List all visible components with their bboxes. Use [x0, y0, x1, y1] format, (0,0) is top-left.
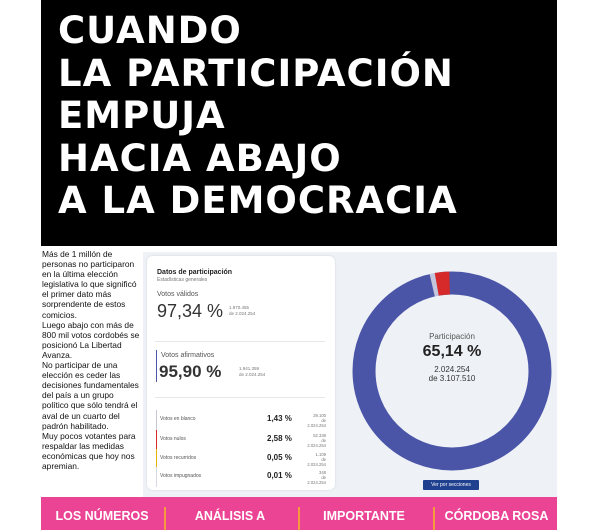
headline-line: A LA DEMOCRACIA — [58, 179, 458, 222]
vote-row-blank — [156, 410, 326, 430]
participation-pct: 65,14 % — [422, 343, 482, 360]
stats-card — [147, 256, 335, 490]
strip-divider — [298, 507, 300, 530]
row-label: Votos en blanco — [160, 416, 196, 422]
headline-line: CUANDO — [58, 9, 242, 52]
valid-votes-label: Votos válidos — [157, 291, 199, 298]
strip-item[interactable]: IMPORTANTE — [323, 509, 405, 523]
view-by-sections-button[interactable]: Ver por secciones — [423, 480, 479, 490]
related-articles-strip — [41, 497, 557, 530]
row-pct: 2,58 % — [267, 434, 292, 443]
affirmative-bar — [156, 350, 157, 382]
valid-votes-count — [229, 305, 255, 317]
vote-row-recurred — [156, 449, 326, 469]
row-pct: 0,05 % — [267, 453, 292, 462]
strip-item[interactable]: CÓRDOBA ROSA — [444, 509, 549, 523]
valid-votes-pct: 97,34 % — [157, 301, 224, 321]
row-count — [302, 433, 326, 448]
affirmative-votes-pct: 95,90 % — [159, 362, 222, 381]
card-subtitle: Estadísticas generales — [157, 277, 208, 283]
affirmative-votes-count — [239, 366, 265, 378]
strip-item[interactable]: LOS NÚMEROS — [55, 509, 149, 523]
participation-dashboard — [143, 252, 557, 497]
row-color-bar — [156, 449, 157, 469]
row-color-bar — [156, 467, 157, 487]
card-title: Datos de participación — [157, 269, 233, 276]
total: de 2.024.254 — [307, 418, 326, 428]
count: 1.970.455 — [229, 305, 250, 310]
participation-total: de 3.107.510 — [428, 374, 476, 383]
participation-voters: 2.024.254 — [434, 365, 470, 374]
total: de 2.024.254 — [307, 438, 326, 448]
row-label: Votos impugnados — [160, 473, 202, 479]
row-count — [302, 413, 326, 428]
divider — [155, 397, 325, 398]
headline-line: HACIA ABAJO — [58, 136, 342, 180]
row-pct: 1,43 % — [267, 414, 292, 423]
paragraph: Más de 1 millón de personas no participaron en la última elección legislativa lo que significó el primer dato más sorprendente de estos comicios. — [42, 249, 137, 320]
row-color-bar — [156, 430, 157, 450]
strip-divider — [164, 507, 166, 530]
row-label: Votos recurridos — [160, 455, 197, 461]
participation-label: Participación — [429, 332, 475, 341]
headline — [58, 10, 458, 223]
total: de 2.024.254 — [307, 457, 326, 467]
participation-summary — [351, 332, 553, 383]
affirmative-votes-label: Votos afirmativos — [161, 352, 215, 359]
vote-row-challenged — [156, 467, 326, 487]
count: 29.100 — [313, 413, 326, 418]
count: 348 — [319, 470, 326, 475]
strip-divider — [433, 507, 435, 530]
count: 1.941.359 — [239, 366, 260, 371]
row-pct: 0,01 % — [267, 471, 292, 480]
article-body — [42, 249, 142, 471]
paragraph: Luego abajo con más de 800 mil votos cordobés se posicionó La Libertad Avanza. — [42, 319, 140, 360]
total: de 2.024.254 — [307, 475, 326, 485]
row-color-bar — [156, 410, 157, 430]
count: 52.338 — [313, 433, 326, 438]
total: de 2.024.254 — [229, 311, 256, 316]
paragraph: Muy pocos votantes para respaldar las medidas económicas que hoy nos apremian. — [42, 430, 136, 471]
headline-line: LA PARTICIPACIÓN — [58, 51, 454, 95]
headline-line: EMPUJA — [58, 94, 226, 137]
vote-row-null — [156, 430, 326, 450]
row-count — [302, 470, 326, 485]
strip-item[interactable]: ANÁLISIS A — [194, 509, 266, 523]
total: de 2.024.254 — [239, 372, 266, 377]
count: 1.109 — [315, 452, 326, 457]
paragraph: No participar de una elección es ceder las decisiones fundamentales del país a un grupo político que sólo tendrá el aval de un cuarto del padrón habilitado. — [42, 360, 139, 431]
divider — [155, 341, 325, 342]
row-label: Votos nulos — [160, 436, 186, 442]
row-count — [302, 452, 326, 467]
